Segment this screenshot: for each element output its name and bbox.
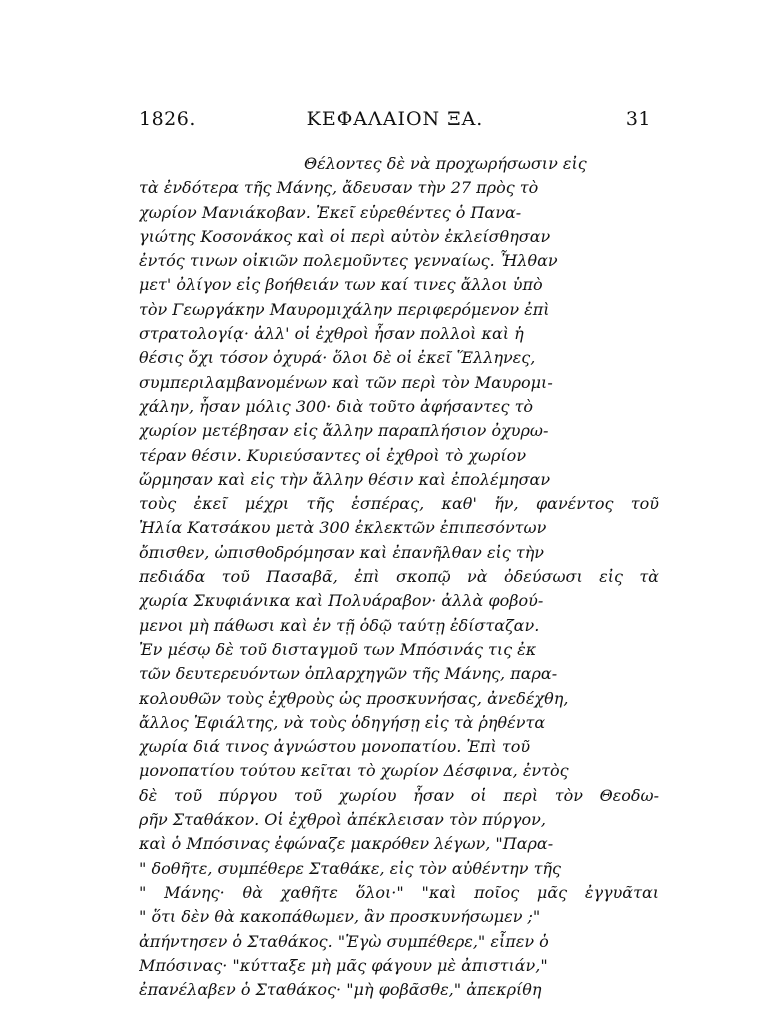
text-line: τοὺς ἐκεῖ μέχρι τῆς ἑσπέρας, καθ' ἥν, φανέντος τοῦ <box>139 494 659 514</box>
page-number: 31 <box>625 108 651 130</box>
text-line: Μπόσινας· "κύτταξε μὴ μᾶς φάγουν μὲ ἀπιστιάν," <box>139 955 548 975</box>
text-line: ἀπήντησεν ὁ Σταθάκος. "Ἐγὼ συμπέθερε," εἶπεν ὁ <box>139 931 549 951</box>
text-line: χωρία διά τινος ἀγνώστου μονοπατίου. Ἐπὶ τοῦ <box>139 737 531 757</box>
text-line: στρατολογίᾳ· ἀλλ' οἱ ἐχθροὶ ἦσαν πολλοὶ καὶ ἡ <box>139 324 524 344</box>
text-line: χωρία Σκυφιάνικα καὶ Πολυάραβον· ἀλλὰ φοβού- <box>139 591 544 611</box>
text-line: ὥρμησαν καὶ εἰς τὴν ἄλλην θέσιν καὶ ἐπολέμησαν <box>139 469 551 489</box>
text-line: ρῆν Σταθάκον. Οἱ ἐχθροὶ ἀπέκλεισαν τὸν πύργον, <box>139 810 546 830</box>
text-line: χάλην, ἦσαν μόλις 300· διὰ τοῦτο ἀφήσαντες τὸ <box>139 396 534 416</box>
text-line: τέραν θέσιν. Κυριεύσαντες οἱ ἐχθροὶ τὸ χωρίον <box>139 445 527 465</box>
text-line: " δοθῆτε, συμπέθερε Σταθάκε, εἰς τὸν αὐθέντην τῆς <box>139 858 561 878</box>
text-line: κολουθῶν τοὺς ἐχθροὺς ὡς προσκυνήσας, ἀνεδέχθη, <box>139 688 569 708</box>
text-line: καὶ ὁ Μπόσινας ἐφώναζε μακρόθεν λέγων, "Παρα- <box>139 834 554 854</box>
text-line: γιώτης Κοσονάκος καὶ οἱ περὶ αὐτὸν ἐκλείσθησαν <box>139 226 551 246</box>
text-line: πεδιάδα τοῦ Πασαβᾶ, ἐπὶ σκοπῷ νὰ ὀδεύσωσι εἰς τὰ <box>139 567 659 587</box>
text-line: μενοι μὴ πάθωσι καὶ ἐν τῇ ὁδῷ ταύτῃ ἐδίσταζαν. <box>139 615 540 635</box>
text-line: μονοπατίου τούτου κεῖται τὸ χωρίον Δέσφινα, ἐντὸς <box>139 761 569 781</box>
text-line: Θέλοντες δὲ νὰ προχωρήσωσιν εἰς <box>304 154 587 173</box>
text-line: ἐπανέλαβεν ὁ Σταθάκος· "μὴ φοβᾶσθε," ἀπεκρίθη <box>139 980 542 1000</box>
header-chapter-title: ΚΕΦΑΛΑΙΟΝ ΞΑ. <box>306 108 484 130</box>
text-line: Ἠλία Κατσάκου μετὰ 300 ἐκλεκτῶν ἐπιπεσόντων <box>139 518 547 538</box>
text-line: Ἐν μέσῳ δὲ τοῦ δισταγμοῦ των Μπόσινάς τις ἐκ <box>139 639 537 659</box>
text-line: " ὅτι δὲν θὰ κακοπάθωμεν, ἂν προσκυνήσωμεν ;" <box>139 907 541 927</box>
text-line: δὲ τοῦ πύργου τοῦ χωρίου ἦσαν οἱ περὶ τὸν Θεοδω- <box>139 785 659 805</box>
page-body-text <box>139 152 659 1002</box>
text-line: τὰ ἐνδότερα τῆς Μάνης, ἄδευσαν τὴν 27 πρὸς τὸ <box>139 178 539 198</box>
text-line: χωρίον μετέβησαν εἰς ἄλλην παραπλήσιον ὀχυρω- <box>139 421 549 441</box>
text-line: ἐντός τινων οἰκιῶν πολεμοῦντες γενναίως. Ἦλθαν <box>139 251 558 271</box>
running-header <box>139 108 651 138</box>
text-line: συμπεριλαμβανομένων καὶ τῶν περὶ τὸν Μαυρομι- <box>139 372 553 392</box>
text-line: ἄλλος Ἐφιάλτης, νὰ τοὺς ὁδηγήσῃ εἰς τὰ ῥηθέντα <box>139 712 546 732</box>
header-year: 1826. <box>139 108 196 130</box>
text-line: τῶν δευτερευόντων ὁπλαρχηγῶν τῆς Μάνης, παρα- <box>139 664 558 684</box>
text-line: " Μάνης· θὰ χαθῆτε ὅλοι·" "καὶ ποῖος μᾶς ἐγγυᾶται <box>139 882 659 902</box>
text-line: χωρίον Μανιάκοβαν. Ἐκεῖ εὑρεθέντες ὁ Πανα- <box>139 202 522 222</box>
text-line: μετ' ὀλίγον εἰς βοήθειάν των καί τινες ἄλλοι ὑπὸ <box>139 275 543 295</box>
text-line: θέσις ὄχι τόσον ὀχυρά· ὅλοι δὲ οἱ ἐκεῖ Ἕλληνες, <box>139 348 536 368</box>
text-line: τὸν Γεωργάκην Μαυρομιχάλην περιφερόμενον ἐπὶ <box>139 299 550 319</box>
text-line: ὄπισθεν, ὠπισθοδρόμησαν καὶ ἐπανῆλθαν εἰς τὴν <box>139 542 545 562</box>
